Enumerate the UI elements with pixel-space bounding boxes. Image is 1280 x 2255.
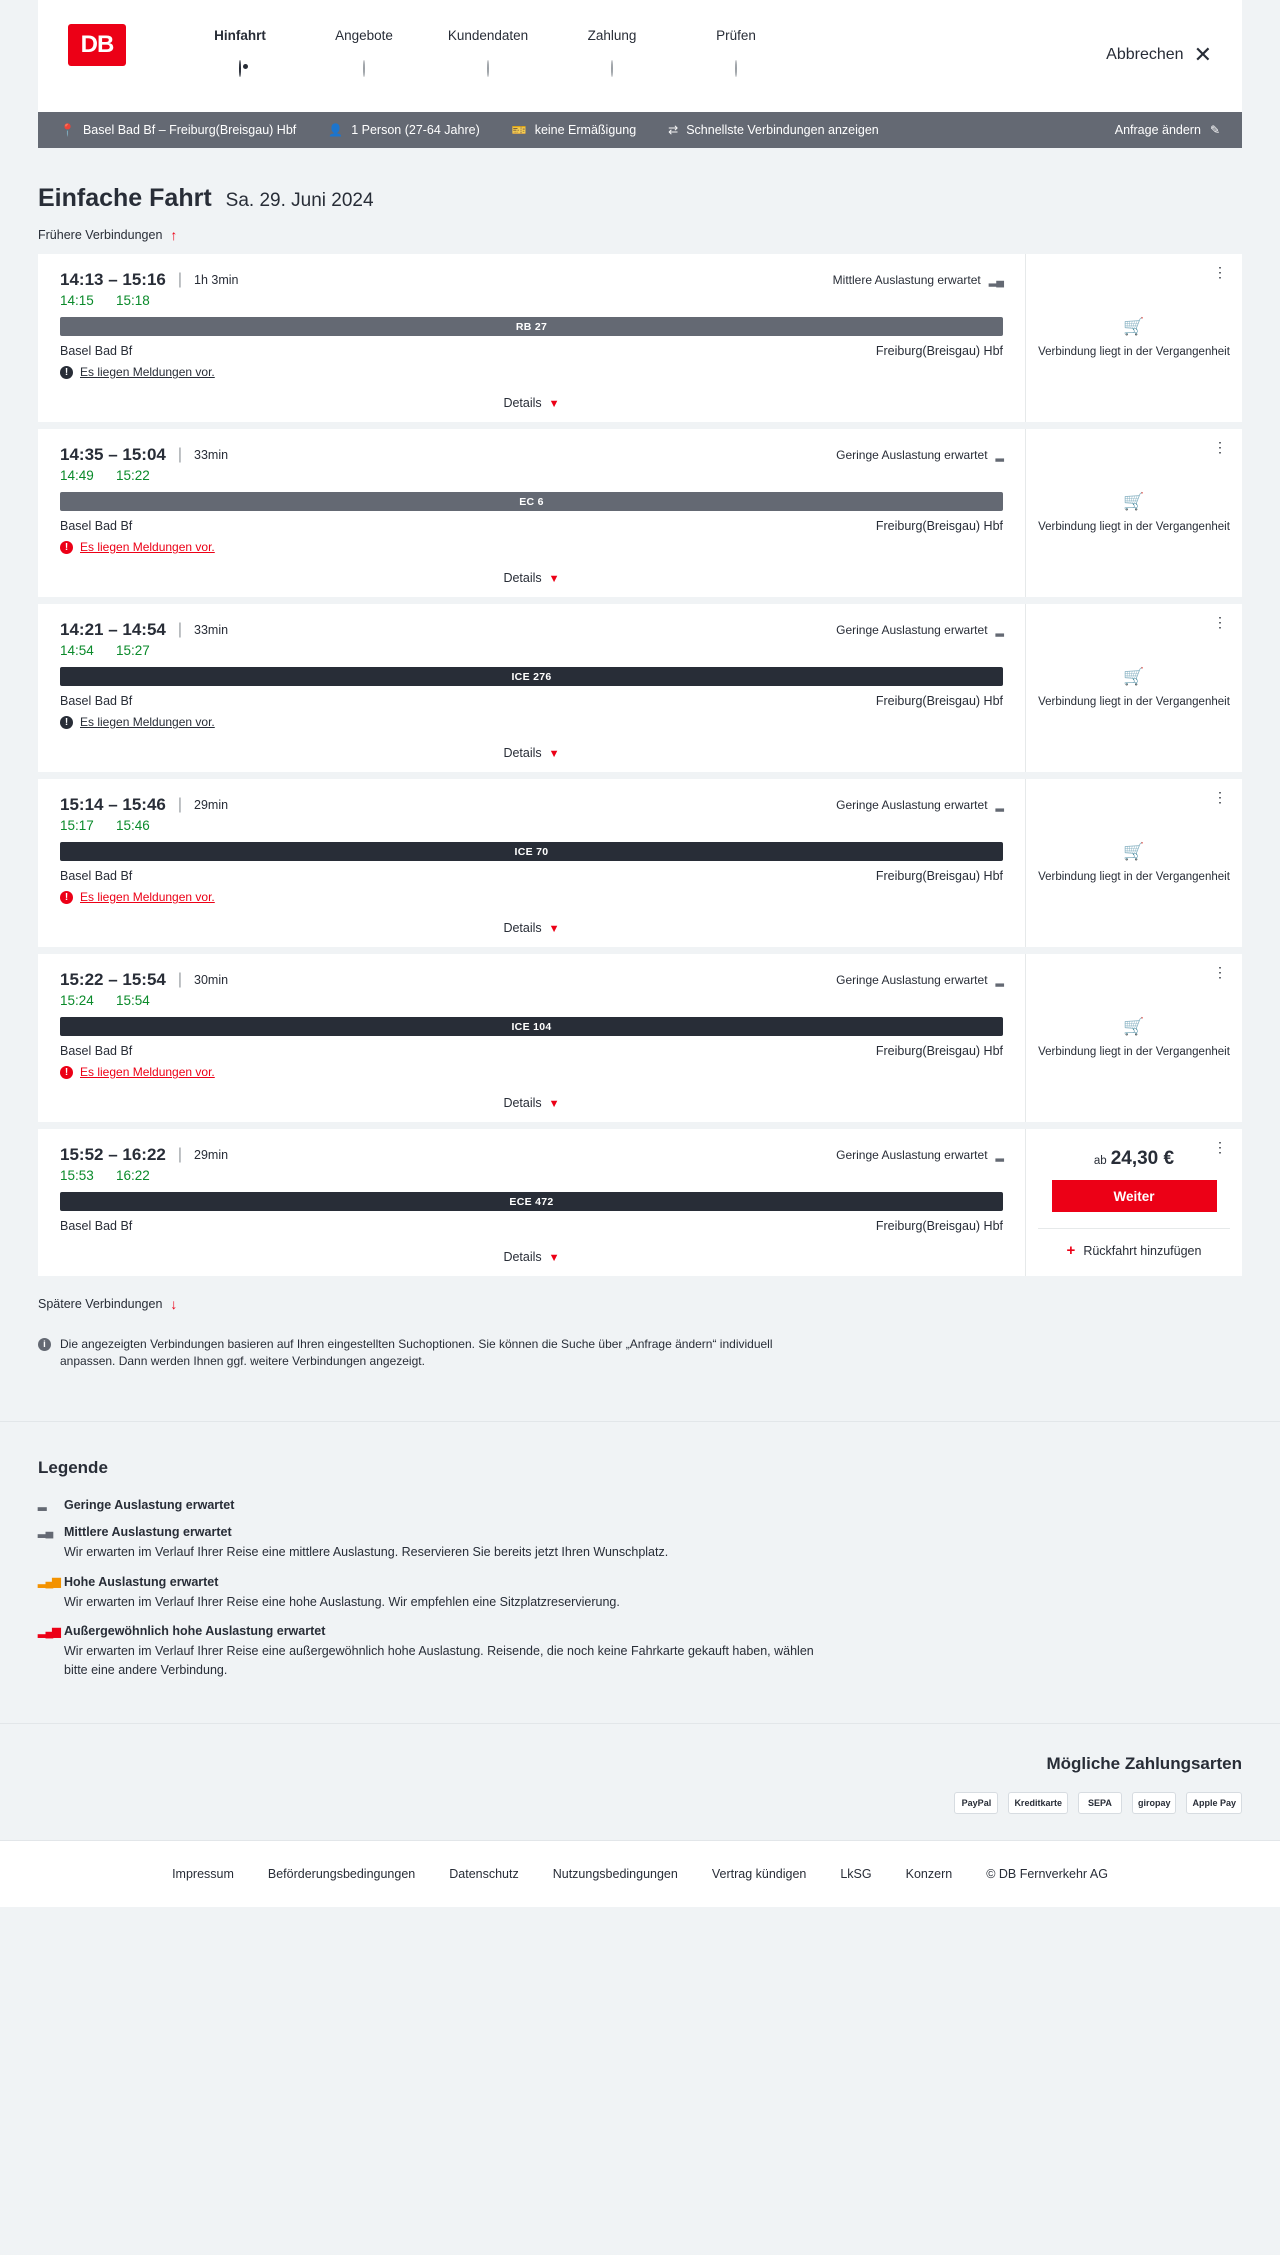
- page-title: [38, 148, 1242, 213]
- destination-station: Freiburg(Breisgau) Hbf: [875, 1044, 1003, 1058]
- footer-link[interactable]: Beförderungsbedingungen: [267, 1866, 416, 1881]
- passenger-summary[interactable]: [328, 123, 480, 137]
- exclamation-icon: !: [60, 366, 73, 379]
- destination-station: Freiburg(Breisgau) Hbf: [875, 344, 1003, 358]
- connection-time: 15:22 – 15:54: [60, 970, 166, 989]
- trip-date: Sa. 29. Juni 2024: [225, 190, 374, 211]
- origin-station: Basel Bad Bf: [60, 1219, 133, 1233]
- step-label: Hinfahrt: [214, 28, 266, 43]
- past-connection-label: Verbindung liegt in der Vergangenheit: [1038, 346, 1230, 359]
- realtime-departure: 14:54: [60, 643, 94, 658]
- chevron-down-icon: ▼: [548, 573, 560, 585]
- realtime-times: [60, 1168, 1003, 1183]
- step-kundendaten[interactable]: [426, 28, 550, 76]
- legend-item: [38, 1575, 1242, 1612]
- payment-method-giropay-icon: giropay: [1132, 1792, 1177, 1814]
- connection-card[interactable]: [38, 253, 1242, 422]
- time-separator: |: [177, 621, 183, 638]
- connection-action-panel: [1026, 604, 1242, 772]
- exclamation-icon: !: [60, 891, 73, 904]
- connection-card[interactable]: [38, 428, 1242, 597]
- query-summary-bar: [38, 112, 1242, 148]
- details-toggle[interactable]: [60, 1239, 1003, 1276]
- cancel-label: Abbrechen: [1106, 46, 1184, 63]
- occupancy-label: Geringe Auslastung erwartet: [836, 798, 988, 812]
- legend-item-head: [38, 1525, 1242, 1539]
- progress-steps: [178, 28, 798, 76]
- disruption-notice[interactable]: [60, 540, 1003, 554]
- connection-card[interactable]: [38, 953, 1242, 1122]
- footer-link[interactable]: Datenschutz: [449, 1866, 519, 1881]
- occupancy-indicator: [836, 623, 1003, 637]
- connection-duration: 33min: [194, 448, 229, 462]
- legend-item-description: Wir erwarten im Verlauf Ihrer Reise eine außergewöhnlich hohe Auslastung. Reisende, die noch keine Fahrkarte gekauft haben, wählen bitte eine andere Verbindung.: [64, 1644, 814, 1678]
- connection-header: [60, 970, 1003, 990]
- occupancy-indicator: [833, 273, 1003, 287]
- chevron-down-icon: ▼: [548, 748, 560, 760]
- origin-station: Basel Bad Bf: [60, 869, 133, 883]
- footer-link[interactable]: Impressum: [172, 1866, 234, 1881]
- occupancy-bars-icon: ▂: [995, 1149, 1003, 1162]
- cart-crossed-icon: 🛒: [1123, 492, 1145, 512]
- destination-station: Freiburg(Breisgau) Hbf: [875, 1219, 1003, 1233]
- time-separator: |: [177, 796, 183, 813]
- details-toggle[interactable]: [60, 560, 1003, 597]
- past-connection-label: Verbindung liegt in der Vergangenheit: [1038, 696, 1230, 709]
- connection-duration: 29min: [194, 1148, 229, 1162]
- disruption-notice[interactable]: [60, 365, 1003, 379]
- train-number-bar: RB 27: [60, 317, 1003, 336]
- past-connection-label: Verbindung liegt in der Vergangenheit: [1038, 521, 1230, 534]
- occupancy-bars-icon: ▂▄: [988, 274, 1003, 287]
- add-return-label: Rückfahrt hinzufügen: [1083, 1243, 1202, 1258]
- edit-request-button[interactable]: [1115, 123, 1220, 137]
- option-label: Schnellste Verbindungen anzeigen: [686, 123, 879, 137]
- price-prefix: ab: [1093, 1155, 1107, 1167]
- occupancy-bars-icon: ▂: [995, 799, 1003, 812]
- passenger-label: 1 Person (27-64 Jahre): [351, 123, 480, 137]
- step-dot-icon: [611, 60, 613, 77]
- legend-items: [38, 1498, 1242, 1680]
- step-dot-icon: [735, 60, 737, 77]
- occupancy-label: Mittlere Auslastung erwartet: [832, 273, 981, 287]
- more-options-icon[interactable]: ⋮: [1213, 1139, 1228, 1155]
- connection-header: [60, 1145, 1003, 1165]
- bahncard-icon: 🎫: [511, 123, 527, 137]
- legend-item-label: Geringe Auslastung erwartet: [64, 1497, 235, 1512]
- occupancy-bars-icon: ▂: [38, 1499, 46, 1512]
- details-label: Details: [503, 746, 542, 760]
- realtime-departure: 14:15: [60, 293, 94, 308]
- occupancy-bars-icon: ▂▄▆: [38, 1576, 60, 1589]
- payment-method-paypal-icon: PayPal: [954, 1792, 998, 1814]
- legend-section: [0, 1421, 1280, 1723]
- destination-station: Freiburg(Breisgau) Hbf: [875, 869, 1003, 883]
- connection-action-panel: [1026, 429, 1242, 597]
- footer-link[interactable]: Vertrag kündigen: [711, 1866, 807, 1881]
- station-row: [60, 694, 1003, 708]
- payment-method-kreditkarte-icon: Kreditkarte: [1008, 1792, 1068, 1814]
- person-icon: 👤: [328, 123, 344, 137]
- occupancy-bars-icon: ▂: [995, 624, 1003, 637]
- more-options-icon[interactable]: ⋮: [1213, 264, 1228, 280]
- price-display: ab 24,30 €: [1093, 1148, 1175, 1169]
- connection-header: [60, 270, 1003, 290]
- connection-header: [60, 795, 1003, 815]
- connection-duration: 33min: [194, 623, 229, 637]
- occupancy-label: Geringe Auslastung erwartet: [836, 448, 988, 462]
- realtime-departure: 14:49: [60, 468, 94, 483]
- footer-link[interactable]: Nutzungsbedingungen: [552, 1866, 678, 1881]
- connection-time: 14:13 – 15:16: [60, 270, 166, 289]
- info-icon: i: [38, 1338, 51, 1351]
- arrow-up-icon: ↑: [170, 227, 178, 243]
- realtime-departure: 15:17: [60, 818, 94, 833]
- legend-item-head: [38, 1498, 1242, 1512]
- details-label: Details: [503, 921, 542, 935]
- details-label: Details: [503, 1096, 542, 1110]
- later-label: Spätere Verbindungen: [38, 1297, 163, 1311]
- payment-icons: [38, 1792, 1242, 1814]
- footer-link[interactable]: © DB Fernverkehr AG: [986, 1866, 1108, 1881]
- realtime-arrival: 15:54: [116, 993, 150, 1008]
- transfer-icon: ⇄: [668, 123, 679, 137]
- step-prüfen[interactable]: [674, 28, 798, 76]
- route-label: Basel Bad Bf – Freiburg(Breisgau) Hbf: [82, 123, 297, 137]
- details-toggle[interactable]: [60, 910, 1003, 947]
- payment-method-sepa-icon: SEPA: [1078, 1792, 1122, 1814]
- legend-item-head: [38, 1624, 1242, 1638]
- station-row: [60, 1219, 1003, 1233]
- disruption-notice[interactable]: [60, 890, 1003, 904]
- option-summary[interactable]: [668, 123, 879, 137]
- occupancy-indicator: [836, 973, 1003, 987]
- plus-icon: +: [1066, 1242, 1076, 1259]
- continue-button[interactable]: Weiter: [1052, 1180, 1217, 1212]
- search-info-text: Die angezeigten Verbindungen basieren auf Ihren eingestellten Suchoptionen. Sie können die Suche über „Anfrage ändern“ individuell anpassen. Dann werden Ihnen ggf. weitere Verbindungen angezeigt.: [60, 1337, 773, 1369]
- connection-list: [38, 253, 1242, 1276]
- connection-action-panel: [1026, 1129, 1242, 1276]
- legend-title: Legende: [38, 1457, 108, 1477]
- occupancy-bars-icon: ▂▄: [38, 1526, 53, 1539]
- cart-crossed-icon: 🛒: [1123, 842, 1145, 862]
- connection-card[interactable]: [38, 1128, 1242, 1276]
- arrow-down-icon: ↓: [170, 1296, 178, 1312]
- cancel-button[interactable]: [1106, 44, 1212, 66]
- occupancy-indicator: [836, 448, 1003, 462]
- payment-title: Mögliche Zahlungsarten: [1046, 1753, 1242, 1773]
- step-label: Zahlung: [587, 28, 637, 43]
- realtime-arrival: 15:27: [116, 643, 150, 658]
- footer: [0, 1840, 1280, 1907]
- earlier-connections-button[interactable]: [38, 227, 177, 243]
- realtime-times: [60, 643, 1003, 658]
- train-number-bar: ICE 70: [60, 842, 1003, 861]
- connection-time: 15:52 – 16:22: [60, 1145, 166, 1164]
- add-return-trip-button[interactable]: [1038, 1228, 1230, 1259]
- step-label: Kundendaten: [447, 28, 529, 43]
- step-angebote[interactable]: [302, 28, 426, 76]
- occupancy-label: Geringe Auslastung erwartet: [836, 623, 988, 637]
- connection-header: [60, 620, 1003, 640]
- cart-crossed-icon: 🛒: [1123, 317, 1145, 337]
- chevron-down-icon: ▼: [548, 923, 560, 935]
- occupancy-indicator: [836, 798, 1003, 812]
- disruption-notice[interactable]: [60, 1065, 1003, 1079]
- connection-header: [60, 445, 1003, 465]
- realtime-times: [60, 468, 1003, 483]
- train-number-bar: ICE 104: [60, 1017, 1003, 1036]
- connection-details: [38, 779, 1026, 947]
- realtime-times: [60, 293, 1003, 308]
- chevron-down-icon: ▼: [548, 1098, 560, 1110]
- step-dot-icon: [239, 60, 241, 77]
- step-dot-icon: [363, 60, 365, 77]
- discount-label: keine Ermäßigung: [534, 123, 637, 137]
- details-toggle[interactable]: [60, 735, 1003, 772]
- legend-item: [38, 1498, 1242, 1512]
- step-label: Prüfen: [716, 28, 756, 43]
- train-number-bar: ECE 472: [60, 1192, 1003, 1211]
- chevron-down-icon: ▼: [548, 1252, 560, 1264]
- destination-station: Freiburg(Breisgau) Hbf: [875, 519, 1003, 533]
- disruption-notice-label: Es liegen Meldungen vor.: [80, 540, 215, 554]
- legend-item-label: Hohe Auslastung erwartet: [64, 1574, 219, 1589]
- more-options-icon[interactable]: ⋮: [1213, 439, 1228, 455]
- connection-time: 14:35 – 15:04: [60, 445, 166, 464]
- origin-station: Basel Bad Bf: [60, 519, 133, 533]
- exclamation-icon: !: [60, 716, 73, 729]
- legend-item-label: Mittlere Auslastung erwartet: [64, 1524, 232, 1539]
- more-options-icon[interactable]: ⋮: [1213, 614, 1228, 630]
- close-icon[interactable]: ✕: [1193, 42, 1212, 67]
- connection-card[interactable]: [38, 603, 1242, 772]
- origin-station: Basel Bad Bf: [60, 1044, 133, 1058]
- later-connections-button[interactable]: [38, 1296, 177, 1312]
- disruption-notice-label: Es liegen Meldungen vor.: [80, 1065, 215, 1079]
- more-options-icon[interactable]: ⋮: [1213, 789, 1228, 805]
- connection-card[interactable]: [38, 778, 1242, 947]
- app-header: [38, 0, 1242, 112]
- details-label: Details: [503, 1250, 542, 1264]
- search-info-note: [38, 1336, 828, 1371]
- route-summary[interactable]: [60, 123, 296, 137]
- time-separator: |: [177, 271, 183, 288]
- connection-duration: 29min: [194, 798, 229, 812]
- connection-details: [38, 1129, 1026, 1276]
- cart-crossed-icon: 🛒: [1123, 667, 1145, 687]
- connection-details: [38, 604, 1026, 772]
- origin-station: Basel Bad Bf: [60, 694, 133, 708]
- realtime-arrival: 16:22: [116, 1168, 150, 1183]
- connection-time: 14:21 – 14:54: [60, 620, 166, 639]
- step-label: Angebote: [335, 28, 393, 43]
- more-options-icon[interactable]: ⋮: [1213, 964, 1228, 980]
- disruption-notice-label: Es liegen Meldungen vor.: [80, 715, 215, 729]
- occupancy-bars-icon: ▂▄▆: [38, 1625, 60, 1638]
- connection-duration: 1h 3min: [194, 273, 239, 287]
- destination-station: Freiburg(Breisgau) Hbf: [875, 694, 1003, 708]
- db-logo: DB: [68, 24, 126, 66]
- cart-crossed-icon: 🛒: [1123, 1017, 1145, 1037]
- details-label: Details: [503, 571, 542, 585]
- station-row: [60, 1044, 1003, 1058]
- details-toggle[interactable]: [60, 385, 1003, 422]
- payment-method-apple-pay-icon: Apple Pay: [1186, 1792, 1242, 1814]
- details-toggle[interactable]: [60, 1085, 1003, 1122]
- connection-action-panel: [1026, 954, 1242, 1122]
- realtime-arrival: 15:46: [116, 818, 150, 833]
- connection-details: [38, 429, 1026, 597]
- chevron-down-icon: ▼: [548, 398, 560, 410]
- legend-item: [38, 1525, 1242, 1562]
- connection-action-panel: [1026, 779, 1242, 947]
- train-number-bar: EC 6: [60, 492, 1003, 511]
- past-connection-label: Verbindung liegt in der Vergangenheit: [1038, 871, 1230, 884]
- connection-duration: 30min: [194, 973, 229, 987]
- edit-request-label: Anfrage ändern: [1114, 123, 1201, 137]
- occupancy-label: Geringe Auslastung erwartet: [836, 973, 988, 987]
- step-zahlung[interactable]: [550, 28, 674, 76]
- exclamation-icon: !: [60, 1066, 73, 1079]
- realtime-departure: 15:53: [60, 1168, 94, 1183]
- station-row: [60, 344, 1003, 358]
- train-number-bar: ICE 276: [60, 667, 1003, 686]
- step-hinfahrt[interactable]: [178, 28, 302, 76]
- connection-action-panel: [1026, 254, 1242, 422]
- occupancy-bars-icon: ▂: [995, 449, 1003, 462]
- main-content: [0, 148, 1280, 1371]
- realtime-times: [60, 818, 1003, 833]
- occupancy-indicator: [836, 1148, 1003, 1162]
- occupancy-bars-icon: ▂: [995, 974, 1003, 987]
- realtime-arrival: 15:22: [116, 468, 150, 483]
- connection-time: 15:14 – 15:46: [60, 795, 166, 814]
- disruption-notice-label: Es liegen Meldungen vor.: [80, 890, 215, 904]
- time-separator: |: [177, 446, 183, 463]
- legend-item-description: Wir erwarten im Verlauf Ihrer Reise eine mittlere Auslastung. Reservieren Sie bereits jetzt Ihren Wunschplatz.: [64, 1544, 669, 1559]
- payment-methods-section: [0, 1723, 1280, 1840]
- trip-type-title: Einfache Fahrt: [38, 184, 212, 212]
- legend-item-head: [38, 1575, 1242, 1589]
- origin-station: Basel Bad Bf: [60, 344, 133, 358]
- legend-item: [38, 1624, 1242, 1680]
- realtime-arrival: 15:18: [116, 293, 150, 308]
- pencil-icon[interactable]: ✎: [1209, 123, 1220, 137]
- realtime-times: [60, 993, 1003, 1008]
- disruption-notice[interactable]: [60, 715, 1003, 729]
- earlier-label: Frühere Verbindungen: [38, 228, 163, 242]
- footer-link[interactable]: Konzern: [905, 1866, 953, 1881]
- connection-details: [38, 254, 1026, 422]
- details-label: Details: [503, 396, 542, 410]
- station-row: [60, 869, 1003, 883]
- past-connection-label: Verbindung liegt in der Vergangenheit: [1038, 1046, 1230, 1059]
- location-pin-icon: 📍: [60, 123, 75, 137]
- legend-item-description: Wir erwarten im Verlauf Ihrer Reise eine hohe Auslastung. Wir empfehlen eine Sitzplatzreservierung.: [64, 1594, 620, 1609]
- footer-link[interactable]: LkSG: [840, 1866, 872, 1881]
- exclamation-icon: !: [60, 541, 73, 554]
- occupancy-label: Geringe Auslastung erwartet: [836, 1148, 988, 1162]
- time-separator: |: [177, 1146, 183, 1163]
- discount-summary[interactable]: [512, 123, 636, 137]
- realtime-departure: 15:24: [60, 993, 94, 1008]
- legend-item-label: Außergewöhnlich hohe Auslastung erwartet: [64, 1624, 326, 1639]
- time-separator: |: [177, 971, 183, 988]
- connection-details: [38, 954, 1026, 1122]
- disruption-notice-label: Es liegen Meldungen vor.: [80, 365, 215, 379]
- step-dot-icon: [487, 60, 489, 77]
- station-row: [60, 519, 1003, 533]
